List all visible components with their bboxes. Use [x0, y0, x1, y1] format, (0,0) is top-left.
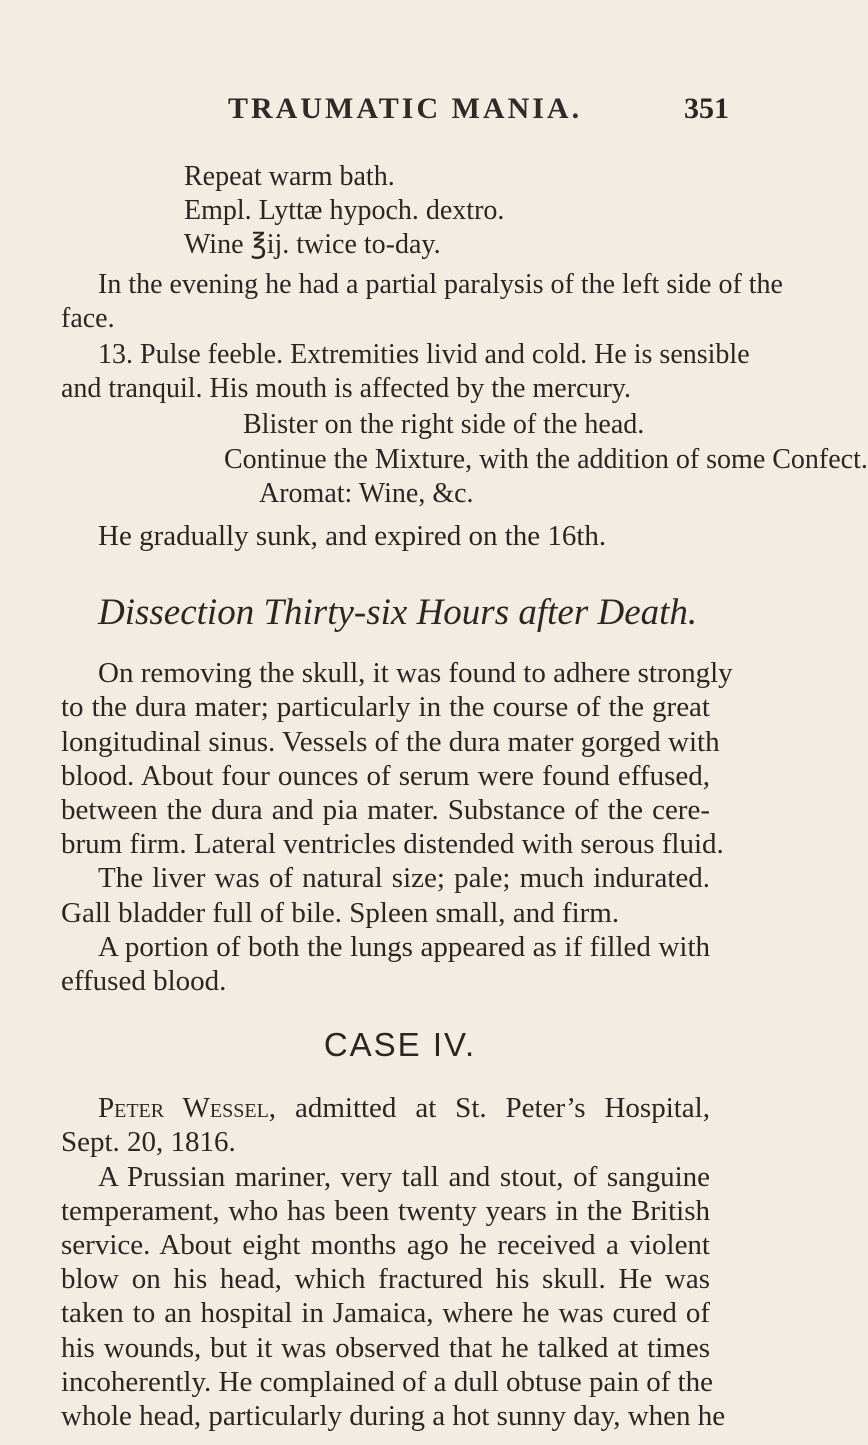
case-heading: CASE IV.: [323, 1026, 477, 1063]
paragraph-line: Gall bladder full of bile. Spleen small, and firm.: [61, 897, 620, 929]
prescription-line: Wine ℥ij. twice to-day.: [184, 229, 441, 260]
prescription-line: Empl. Lyttæ hypoch. dextro.: [184, 195, 505, 226]
paragraph-line: A Prussian mariner, very tall and stout, of sanguine: [98, 1161, 710, 1193]
paragraph-line: The liver was of natural size; pale; much indurated.: [98, 862, 710, 894]
running-title: TRAUMATIC MANIA.: [228, 92, 583, 125]
paragraph-line: temperament, who has been twenty years in the British: [61, 1195, 710, 1227]
paragraph-line: service. About eight months ago he received a violent: [61, 1229, 710, 1261]
paragraph-line: face.: [61, 303, 115, 334]
paragraph-line: taken to an hospital in Jamaica, where he was cured of: [61, 1297, 710, 1329]
paragraph-line: brum firm. Lateral ventricles distended with serous fluid.: [61, 828, 724, 860]
paragraph-line: longitudinal sinus. Vessels of the dura mater gorged with: [61, 726, 720, 758]
paragraph-line: In the evening he had a partial paralysis of the left side of the: [98, 269, 783, 300]
case-date: Sept. 20, 1816.: [61, 1126, 236, 1158]
prescription-line: Blister on the right side of the head.: [243, 409, 645, 440]
paragraph-line: incoherently. He complained of a dull obtuse pain of the: [61, 1366, 714, 1398]
case-intro-rest: admitted at St. Peter’s Hospital,: [294, 1092, 710, 1124]
case-intro-line: [98, 1092, 710, 1124]
paragraph-line: On removing the skull, it was found to adhere strongly: [98, 657, 733, 689]
paragraph-line: to the dura mater; particularly in the course of the great: [61, 691, 710, 723]
paragraph-line: 13. Pulse feeble. Extremities livid and cold. He is sensible: [98, 339, 750, 370]
paragraph-line: blow on his head, which fractured his skull. He was: [61, 1263, 710, 1295]
prescription-line: Repeat warm bath.: [184, 161, 395, 192]
paragraph-line: whole head, particularly during a hot sunny day, when he: [61, 1400, 726, 1432]
page-header: [0, 92, 800, 132]
prescription-line: Continue the Mixture, with the addition of some Confect.: [224, 444, 868, 475]
dissection-heading: Dissection Thirty-six Hours after Death.: [98, 592, 698, 633]
paragraph-line: between the dura and pia mater. Substance of the cere-: [61, 794, 710, 826]
paragraph-line: effused blood.: [61, 965, 227, 997]
paragraph-line: and tranquil. His mouth is affected by the mercury.: [61, 373, 631, 404]
prescription-line: Aromat: Wine, &c.: [259, 478, 474, 509]
patient-name: Peter Wessel,: [98, 1092, 277, 1124]
death-line: He gradually sunk, and expired on the 16th.: [98, 520, 607, 552]
paragraph-line: A portion of both the lungs appeared as if filled with: [98, 931, 710, 963]
paragraph-line: blood. About four ounces of serum were found effused,: [61, 760, 710, 792]
page-number: 351: [684, 92, 729, 125]
paragraph-line: his wounds, but it was observed that he talked at times: [61, 1332, 710, 1364]
